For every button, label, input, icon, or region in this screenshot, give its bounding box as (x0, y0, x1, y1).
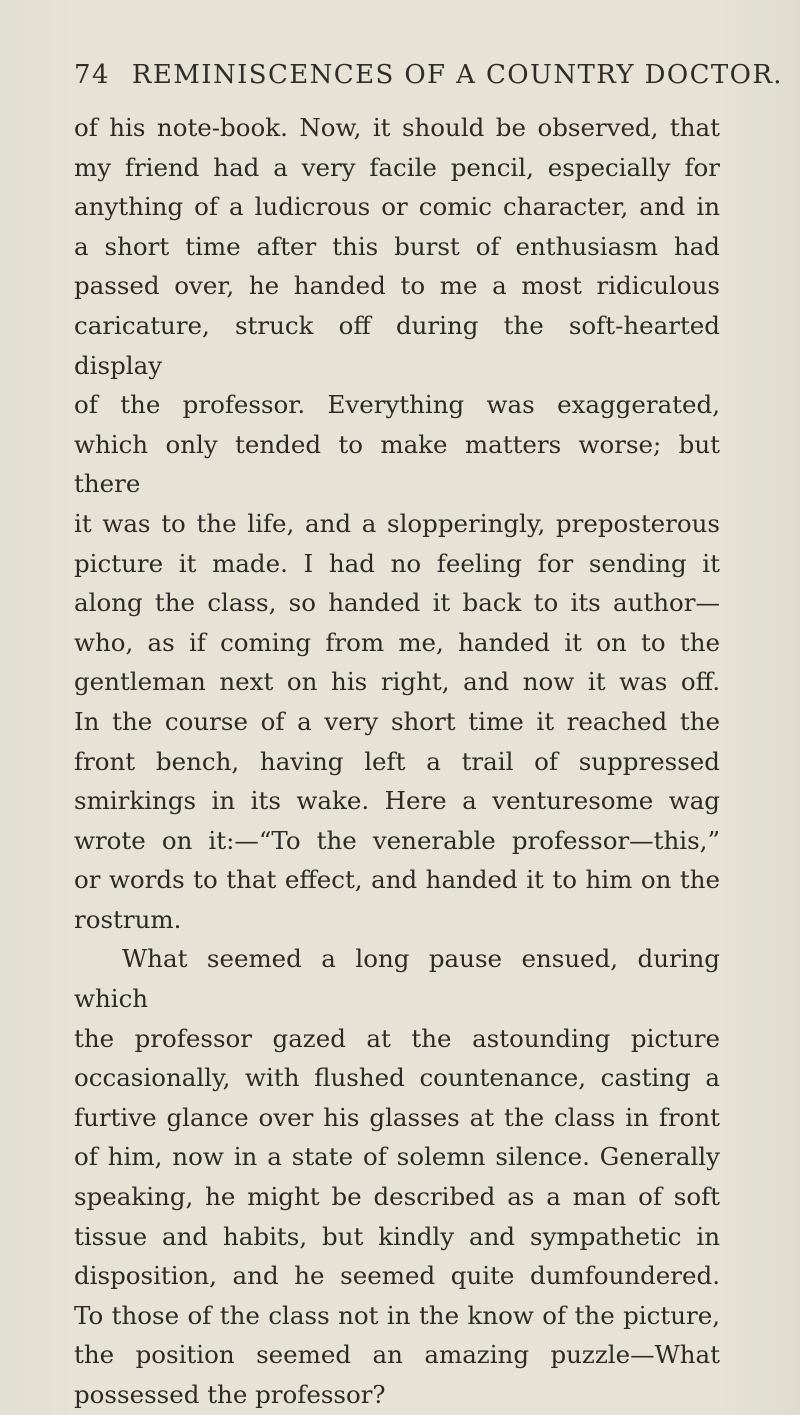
text-line: who, as if coming from me, handed it on to the (74, 627, 720, 657)
text-line: disposition, and he seemed quite dumfoundered. (74, 1261, 720, 1291)
text-line: of him, now in a state of solemn silence. Generally (74, 1142, 720, 1172)
text-line: front bench, having left a trail of suppressed (74, 746, 720, 776)
text-line: wrote on it:—“To the venerable professor—this,” (74, 825, 720, 855)
text-line: a short time after this burst of enthusiasm had (74, 231, 720, 261)
text-line: tissue and habits, but kindly and sympathetic in (74, 1221, 720, 1251)
text-line: In the course of a very short time it reached the (74, 706, 720, 736)
text-line: What seemed a long pause ensued, during which (74, 944, 720, 1014)
text-line: speaking, he might be described as a man of soft (74, 1182, 720, 1212)
text-line: smirkings in its wake. Here a venturesome wag (74, 786, 720, 816)
paragraph-2 (74, 939, 720, 1414)
body-text (74, 108, 720, 1415)
text-line: which only tended to make matters worse; but there (74, 429, 720, 499)
text-line: occasionally, with flushed countenance, casting a (74, 1063, 720, 1093)
text-line: the professor gazed at the astounding picture (74, 1023, 720, 1053)
text-line: picture it made. I had no feeling for sending it (74, 548, 720, 578)
text-line: it was to the life, and a slopperingly, preposterous (74, 508, 720, 538)
text-line: anything of a ludicrous or comic character, and in (74, 192, 720, 222)
text-line: caricature, struck off during the soft-hearted display (74, 310, 720, 380)
running-head (74, 60, 783, 100)
text-line: furtive glance over his glasses at the class in front (74, 1102, 720, 1132)
text-line: passed over, he handed to me a most ridiculous (74, 271, 720, 301)
text-line: rostrum. (74, 904, 182, 934)
paragraph-1 (74, 108, 720, 939)
page-number: 74 (74, 60, 110, 90)
text-line: possessed the professor? (74, 1380, 386, 1409)
text-line: along the class, so handed it back to its author— (74, 588, 720, 618)
text-line: of the professor. Everything was exaggerated, (74, 390, 720, 420)
text-line: or words to that effect, and handed it to him on the (74, 865, 720, 895)
running-title: REMINISCENCES OF A COUNTRY DOCTOR. (131, 60, 783, 90)
text-line: of his note-book. Now, it should be observed, that (74, 113, 720, 142)
text-line: my friend had a very facile pencil, especially for (74, 152, 720, 182)
text-line: gentleman next on his right, and now it was off. (74, 667, 720, 697)
text-line: To those of the class not in the know of the picture, (74, 1300, 720, 1330)
text-line: the position seemed an amazing puzzle—What (74, 1340, 720, 1370)
